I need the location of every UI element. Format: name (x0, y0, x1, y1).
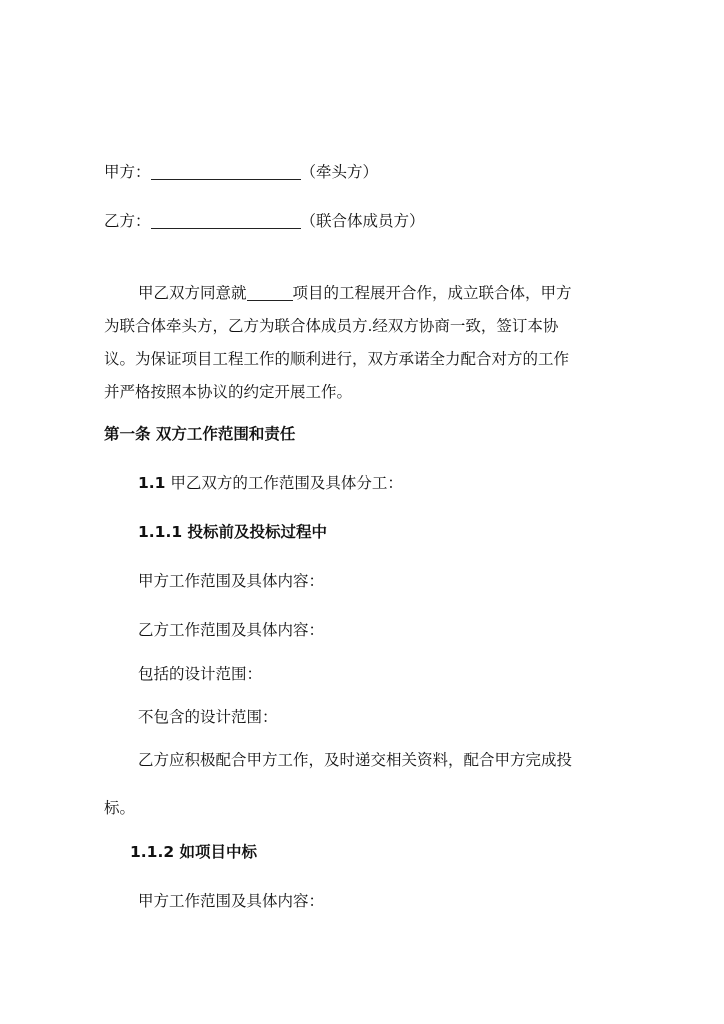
preamble-line-4: 并严格按照本协议的约定开展工作。 (104, 383, 353, 401)
party-b-role: （联合体成员方） (300, 212, 425, 230)
included-design-scope-item: 包括的设计范围： (138, 665, 263, 683)
party-a-scope-item: 甲方工作范围及具体内容： (138, 572, 325, 590)
party-a-role: （牵头方） (300, 163, 379, 181)
excluded-design-scope-item: 不包含的设计范围： (138, 708, 278, 726)
preamble-line-2: 为联合体牵头方，乙方为联合体成员方.经双方协商一致，签订本协 (104, 317, 559, 335)
party-a-line (104, 162, 378, 182)
project-name-blank[interactable] (247, 284, 293, 301)
preamble-text-2: 项目的工程展开合作，成立联合体，甲方 (292, 284, 572, 302)
article-1-heading: 第一条 双方工作范围和责任 (104, 425, 296, 443)
party-a-label: 甲方： (104, 163, 151, 181)
cooperation-paragraph-line-2: 标。 (104, 799, 136, 817)
section-1-1-title: 甲乙双方的工作范围及具体分工： (170, 474, 403, 492)
section-1-1-heading (138, 473, 403, 493)
section-1-1-number: 1.1 (138, 474, 166, 492)
party-a-scope-item-if-won: 甲方工作范围及具体内容： (138, 892, 325, 910)
section-1-1-2-heading: 1.1.2 如项目中标 (130, 843, 258, 861)
party-a-blank[interactable] (151, 163, 301, 180)
party-b-line (104, 211, 425, 231)
party-b-label: 乙方： (104, 212, 151, 230)
cooperation-paragraph-line-1: 乙方应积极配合甲方工作，及时递交相关资料，配合甲方完成投 (138, 751, 573, 769)
preamble-line-3: 议。为保证项目工程工作的顺利进行，双方承诺全力配合对方的工作 (104, 350, 570, 368)
section-1-1-1-heading: 1.1.1 投标前及投标过程中 (138, 523, 328, 541)
preamble-text-1: 甲乙双方同意就 (138, 284, 247, 302)
party-b-scope-item: 乙方工作范围及具体内容： (138, 621, 325, 639)
party-b-blank[interactable] (151, 212, 301, 229)
preamble-line-1 (138, 283, 572, 303)
